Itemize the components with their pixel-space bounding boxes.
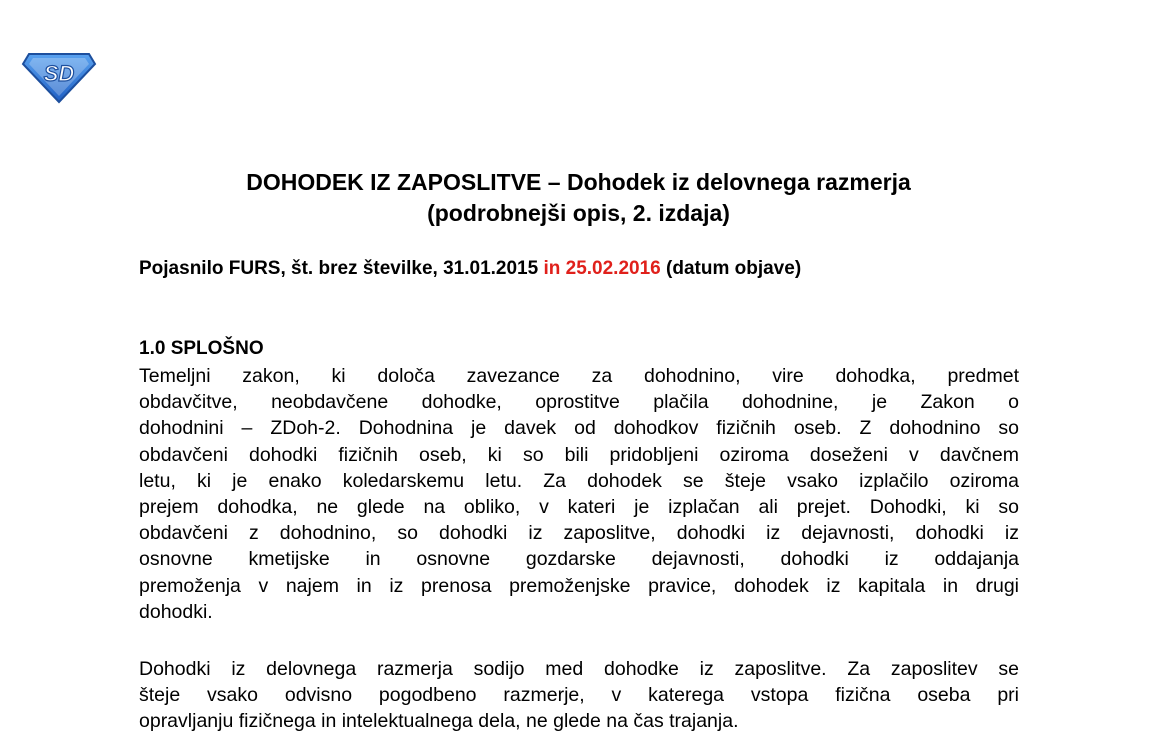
document-title: DOHODEK IZ ZAPOSLITVE – Dohodek iz delovnega razmerja [246,169,911,195]
paragraph-line: letu, ki je enako koledarskemu letu. Za dohodek se šteje vsako izplačilo oziroma [139,469,1019,492]
paragraph-line: obdavčeni z dohodnino, so dohodki iz zaposlitve, dohodki iz dejavnosti, dohodki iz [139,522,1019,545]
sd-logo-icon [21,50,97,104]
subtitle-prefix: Pojasnilo FURS, št. brez številke, 31.01.2015 [139,258,539,279]
paragraph-line: šteje vsako odvisno pogodbeno razmerje, v katerega vstopa fizična oseba pri [139,684,1019,707]
subtitle-suffix: (datum objave) [666,258,802,279]
section-heading: 1.0 SPLOŠNO [139,338,264,359]
paragraph-line: obdavčitve, neobdavčene dohodke, oprostitve plačila dohodnine, je Zakon o [139,391,1019,414]
paragraph-line: obdavčeni dohodki fizičnih oseb, ki so bili pridobljeni oziroma doseženi v davčnem [139,443,1019,466]
paragraph-general [139,363,1019,625]
paragraph-line: premoženja v najem in iz prenosa premoženjske pravice, dohodek iz kapitala in drugi [139,574,1019,597]
paragraph-line: dohodki. [139,600,213,623]
paragraph-line: Temeljni zakon, ki določa zavezance za dohodnino, vire dohodka, predmet [139,365,1019,387]
paragraph-line: prejem dohodka, ne glede na obliko, v kateri je izplačan ali prejet. Dohodki, ki so [139,495,1019,518]
document-title-edition: (podrobnejši opis, 2. izdaja) [427,200,730,226]
paragraph-line: dohodnini – ZDoh-2. Dohodnina je davek od dohodkov fizičnih oseb. Z dohodnino so [139,417,1019,440]
subtitle-highlight: in 25.02.2016 [543,258,661,279]
document-subtitle [139,256,801,282]
paragraph-employment [139,656,1019,735]
paragraph-line: opravljanju fizičnega in intelektualnega dela, ne glede na čas trajanja. [139,710,739,733]
paragraph-line: osnovne kmetijske in osnovne gozdarske dejavnosti, dohodki iz oddajanja [139,548,1019,571]
svg-text:SD: SD [43,61,75,86]
paragraph-line: Dohodki iz delovnega razmerja sodijo med dohodke iz zaposlitve. Za zaposlitev se [139,658,1019,680]
